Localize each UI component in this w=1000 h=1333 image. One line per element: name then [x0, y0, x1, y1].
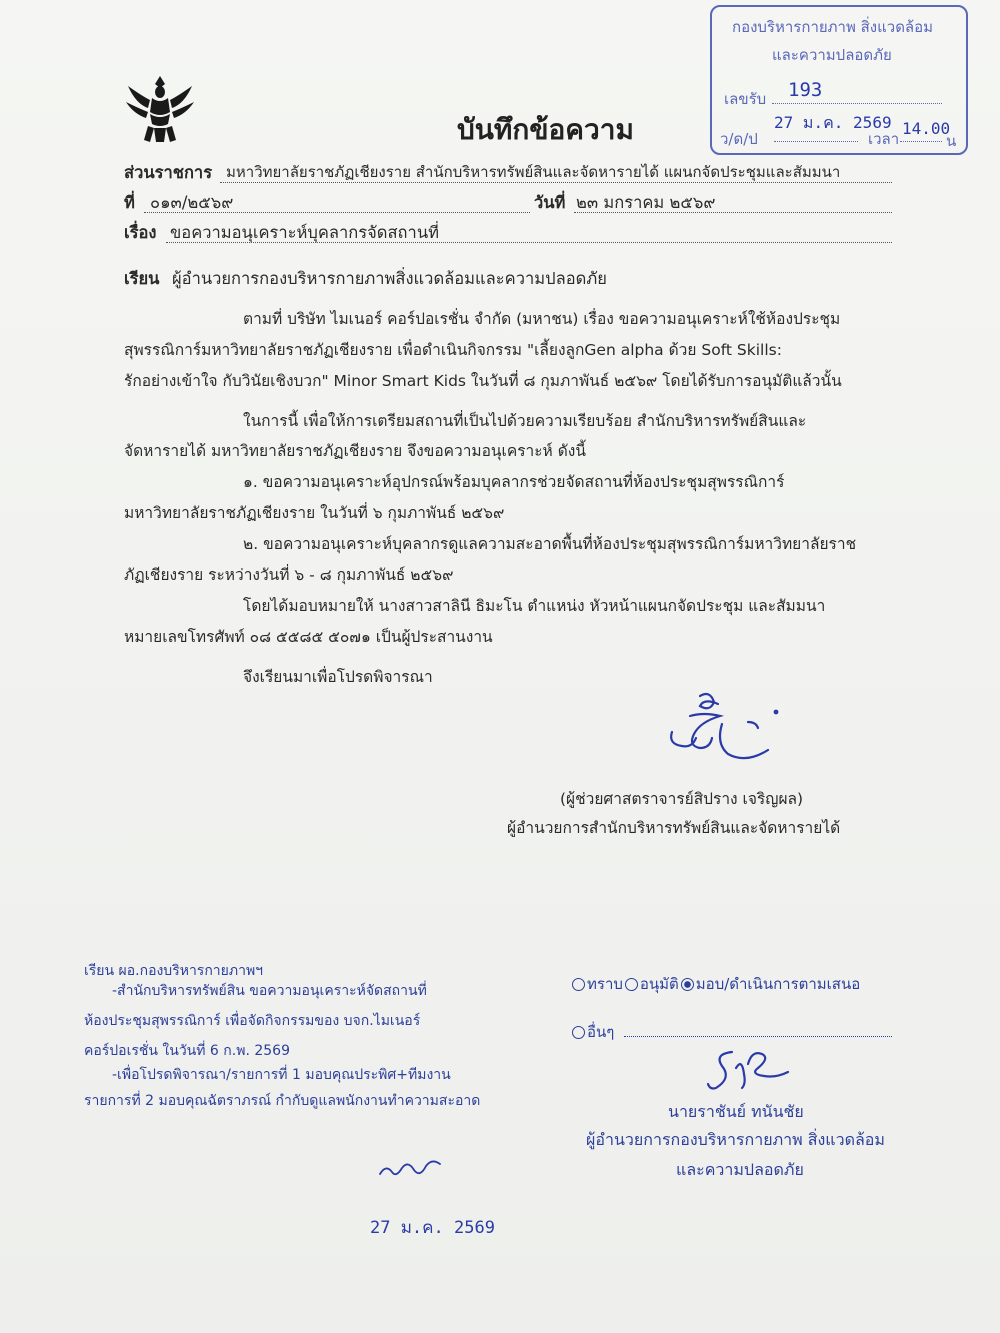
p2-line2: จัดหารายได้ มหาวิทยาลัยราชภัฏเชียงราย จึงขอความอนุเคราะห์ ดังนี้	[124, 442, 586, 460]
note-line1: เรียน ผอ.กองบริหารกายภาพฯ	[84, 963, 264, 979]
stamp-recv-label: เลขรับ	[724, 90, 767, 108]
stamp-org-line2: และความปลอดภัย	[772, 46, 892, 64]
dept-value: มหาวิทยาลัยราชภัฏเชียงราย สำนักบริหารทรัพย์สินและจัดหารายได้ แผนกจัดประชุมและสัมมนา	[226, 163, 841, 181]
stamp-recv-value: 193	[788, 79, 823, 101]
subject-label: เรื่อง	[124, 223, 157, 242]
decision-other	[572, 1020, 614, 1044]
p3-line2: หมายเลขโทรศัพท์ ๐๘ ๕๕๘๕ ๕๐๗๑ เป็นผู้ประสานงาน	[124, 628, 493, 646]
item2-line1: ๒. ขอความอนุเคราะห์บุคลากรดูแลความสะอาดพื้นที่ห้องประชุมสุพรรณิการ์มหาวิทยาลัยราช	[243, 535, 857, 553]
decision-options	[572, 972, 860, 996]
stamp-date-label: ว/ด/ป	[720, 130, 758, 148]
p1-line3: รักอย่างเข้าใจ กับวินัยเชิงบวก" Minor Smart Kids ในวันที่ ๘ กุมภาพันธ์ ๒๕๖๙ โดยได้รับการอนุมัติแล้วนั้น	[124, 372, 842, 390]
no-value: ๐๑๓/๒๕๖๙	[150, 193, 234, 212]
note-line3: ห้องประชุมสุพรรณิการ์ เพื่อจัดกิจกรรมของ บจก.ไมเนอร์	[84, 1013, 421, 1029]
note-line4: คอร์ปอเรชั่น ในวันที่ 6 ก.พ. 2569	[84, 1043, 290, 1059]
subject-value: ขอความอนุเคราะห์บุคลากรจัดสถานที่	[170, 223, 439, 242]
signer-name: (ผู้ช่วยศาสตราจารย์สิปราง เจริญผล)	[560, 790, 804, 808]
memo-title: บันทึกข้อความ	[457, 113, 634, 146]
p1-line1: ตามที่ บริษัท ไมเนอร์ คอร์ปอเรชั่น จำกัด (มหาชน) เรื่อง ขอความอนุเคราะห์ใช้ห้องประชุม	[243, 310, 841, 328]
approver-position-line1: ผู้อำนวยการกองบริหารกายภาพ สิ่งแวดล้อม	[586, 1130, 885, 1149]
stamp-time-label: เวลา	[868, 130, 900, 148]
item2-line2: ภัฏเชียงราย ระหว่างวันที่ ๖ - ๘ กุมภาพันธ์ ๒๕๖๙	[124, 566, 454, 584]
signature-1-icon	[660, 686, 790, 770]
dept-label: ส่วนราชการ	[124, 163, 213, 182]
closing-text: จึงเรียนมาเพื่อโปรดพิจารณา	[243, 668, 433, 686]
approver-name: นายราชันย์ ทนันชัย	[668, 1102, 804, 1121]
date-value: ๒๓ มกราคม ๒๕๖๙	[576, 193, 716, 212]
note-line5: -เพื่อโปรดพิจารณา/รายการที่ 1 มอบคุณประพิศ+ทีมงาน	[112, 1067, 451, 1083]
stamp-org-line1: กองบริหารกายภาพ สิ่งแวดล้อม	[732, 18, 934, 36]
note-date: 27 ม.ค. 2569	[370, 1218, 495, 1238]
stamp-date-value: 27 ม.ค. 2569	[774, 113, 892, 132]
option-assign-radio	[681, 978, 694, 991]
to-label: เรียน	[124, 269, 160, 288]
signer-position: ผู้อำนวยการสำนักบริหารทรัพย์สินและจัดหารายได้	[507, 819, 841, 837]
stamp-time-value: 14.00	[902, 119, 951, 138]
option-assign-label: มอบ/ดำเนินการตามเสนอ	[695, 975, 861, 993]
option-other-radio	[572, 1026, 585, 1039]
note-line2: -สำนักบริหารทรัพย์สิน ขอความอนุเคราะห์จัดสถานที่	[112, 983, 427, 999]
item1-line2: มหาวิทยาลัยราชภัฏเชียงราย ในวันที่ ๖ กุมภาพันธ์ ๒๕๖๙	[124, 504, 505, 522]
approver-position-line2: และความปลอดภัย	[676, 1160, 804, 1179]
option-approve-label: อนุมัติ	[639, 975, 679, 993]
garuda-emblem-icon	[124, 72, 196, 146]
option-other-label: อื่นๆ	[587, 1023, 615, 1041]
option-acknowledge-label: ทราบ	[587, 975, 623, 993]
no-label: ที่	[124, 193, 135, 212]
receipt-stamp	[710, 5, 968, 155]
p2-line1: ในการนี้ เพื่อให้การเตรียมสถานที่เป็นไปด้วยความเรียบร้อย สำนักบริหารทรัพย์สินและ	[243, 412, 807, 430]
option-approve-radio	[625, 978, 638, 991]
initials-signature-icon	[376, 1156, 452, 1182]
date-label: วันที่	[534, 193, 566, 212]
p3-line1: โดยได้มอบหมายให้ นางสาวสาลินี ธิมะโน ตำแหน่ง หัวหน้าแผนกจัดประชุม และสัมมนา	[243, 597, 826, 615]
item1-line1: ๑. ขอความอนุเคราะห์อุปกรณ์พร้อมบุคลากรช่วยจัดสถานที่ห้องประชุมสุพรรณิการ์	[243, 473, 785, 491]
note-line6: รายการที่ 2 มอบคุณฉัตราภรณ์ กำกับดูแลพนักงานทำความสะอาด	[84, 1093, 481, 1109]
to-value: ผู้อำนวยการกองบริหารกายภาพสิ่งแวดล้อมและความปลอดภัย	[172, 269, 607, 288]
option-acknowledge-radio	[572, 978, 585, 991]
stamp-time-unit: น	[946, 132, 957, 150]
signature-2-icon	[706, 1044, 792, 1096]
p1-line2: สุพรรณิการ์มหาวิทยาลัยราชภัฏเชียงราย เพื่อดำเนินกิจกรรม "เลี้ยงลูกGen alpha ด้วย Soft Skills:	[124, 341, 782, 359]
